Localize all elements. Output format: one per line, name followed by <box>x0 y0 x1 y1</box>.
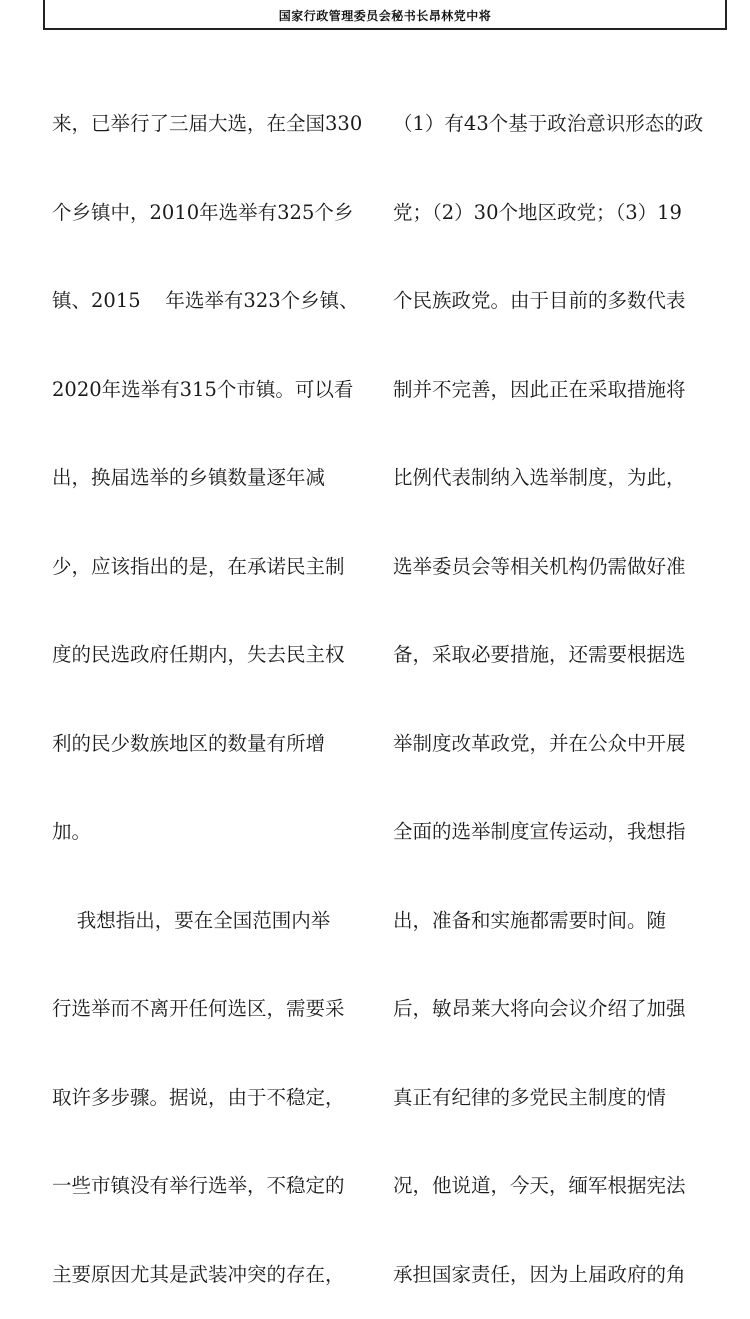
left-line: 我想指出，要在全国范围内举 <box>52 908 331 932</box>
left-line: 2020年选举有315个市镇。可以看 <box>52 377 354 401</box>
left-line: 少，应该指出的是，在承诺民主制 <box>52 554 345 578</box>
right-line: 出，准备和实施都需要时间。随 <box>393 908 667 932</box>
left-line: 镇、2015 年选举有323个乡镇、 <box>52 289 359 312</box>
right-line: （1）有43个基于政治意识形态的政 <box>393 112 704 135</box>
left-line: 主要原因尤其是武装冲突的存在， <box>52 1262 345 1286</box>
right-line: 选举委员会等相关机构仍需做好准 <box>393 554 686 578</box>
right-line: 承担国家责任，因为上届政府的角 <box>393 1262 686 1286</box>
right-column <box>393 50 723 1319</box>
left-line: 加。 <box>52 820 92 843</box>
right-line: 备，采取必要措施，还需要根据选 <box>393 643 686 666</box>
left-line: 来，已举行了三届大选，在全国330 <box>52 112 363 135</box>
left-line: 一些市镇没有举行选举，不稳定的 <box>52 1174 345 1197</box>
left-line: 行选举而不离开任何选区，需要采 <box>52 997 345 1020</box>
right-line: 后，敏昂莱大将向会议介绍了加强 <box>393 997 686 1020</box>
left-line: 利的民少数族地区的数量有所增 <box>52 731 326 755</box>
page-header-title: 国家行政管理委员会秘书长昂林党中将 <box>278 8 492 23</box>
right-line: 全面的选举制度宣传运动，我想指 <box>393 820 686 843</box>
right-line: 比例代表制纳入选举制度，为此， <box>393 466 686 489</box>
left-line: 取许多步骤。据说，由于不稳定， <box>52 1085 345 1109</box>
left-line: 出，换届选举的乡镇数量逐年减 <box>52 466 326 489</box>
right-line: 举制度改革政党，并在公众中开展 <box>393 731 686 755</box>
right-line: 个民族政党。由于目前的多数代表 <box>393 289 686 312</box>
left-column <box>52 50 374 1319</box>
right-line: 制并不完善，因此正在采取措施将 <box>393 377 686 401</box>
left-line: 个乡镇中，2010年选举有325个乡 <box>52 200 354 224</box>
right-line: 况，他说道，今天，缅军根据宪法 <box>393 1174 686 1197</box>
right-line: 真正有纪律的多党民主制度的情 <box>393 1085 667 1109</box>
header-box <box>43 0 727 30</box>
left-line: 度的民选政府任期内，失去民主权 <box>52 643 345 666</box>
right-line: 党；（2）30个地区政党；（3）19 <box>393 200 682 224</box>
